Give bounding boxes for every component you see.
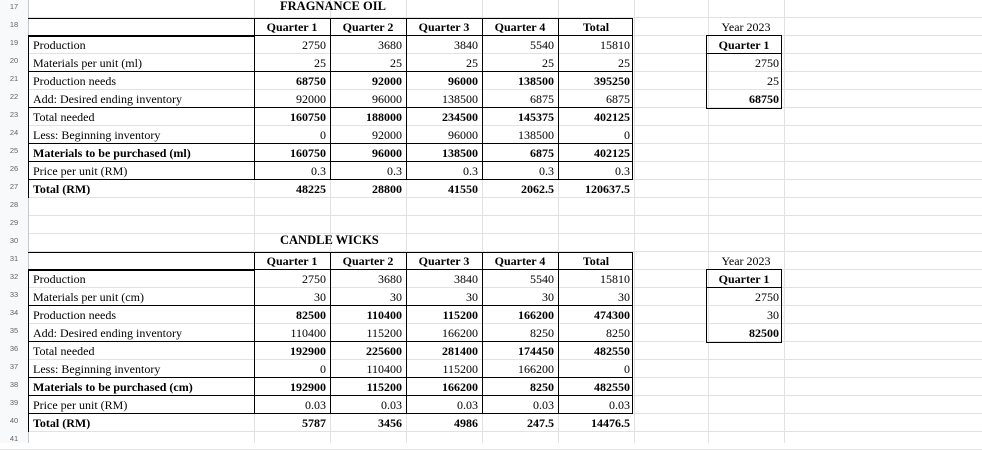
candle-cell[interactable]: 2750 [302,272,326,286]
row-number[interactable]: 31 [9,254,19,263]
fragrance-cell[interactable]: 395250 [594,74,630,88]
fragrance-year-value[interactable]: 68750 [749,92,779,106]
row-gridline [0,287,982,288]
candle-cell[interactable]: 0.03 [457,398,478,412]
candle-cell[interactable]: 110400 [290,326,326,340]
fragrance-cell[interactable]: 3680 [378,38,402,52]
candle-border [28,305,632,306]
candle-title: CANDLE WICKS [280,233,379,247]
fragrance-border [28,36,254,37]
fragrance-header-quarter-4[interactable]: Quarter 4 [494,20,546,34]
candle-year-quarter[interactable]: Quarter 1 [718,272,770,286]
candle-cell[interactable]: 8250 [606,326,630,340]
fragrance-cell[interactable]: 0.3 [463,164,478,178]
candle-cell[interactable]: 3456 [378,416,402,430]
candle-cell[interactable]: 110400 [366,308,402,322]
fragrance-header-total[interactable]: Total [582,20,610,34]
fragrance-cell[interactable]: 96000 [448,128,478,142]
fragrance-cell[interactable]: 5540 [530,38,554,52]
fragrance-border [558,18,559,180]
candle-cell[interactable]: 30 [466,290,478,304]
fragrance-title: FRAGNANCE OIL [280,0,386,13]
candle-cell[interactable]: 15810 [600,272,630,286]
fragrance-cell[interactable]: 15810 [600,38,630,52]
candle-year-value[interactable]: 2750 [755,290,779,304]
candle-border [632,252,633,414]
candle-row-label[interactable]: Less: Beginning inventory [33,362,161,376]
candle-cell[interactable]: 110400 [366,362,402,376]
candle-cell[interactable]: 30 [314,290,326,304]
candle-border [28,269,632,270]
candle-year-value[interactable]: 82500 [749,326,779,340]
candle-cell[interactable]: 166200 [518,308,554,322]
candle-cell[interactable]: 30 [390,290,402,304]
row-number[interactable]: 27 [9,182,19,191]
row-number[interactable]: 21 [9,74,19,83]
row-number[interactable]: 20 [9,56,19,65]
fragrance-border [28,143,632,144]
fragrance-cell[interactable]: 160750 [290,110,326,124]
fragrance-cell[interactable]: 25 [390,56,402,70]
fragrance-header-quarter-3[interactable]: Quarter 3 [418,20,470,34]
candle-row-label[interactable]: Production needs [33,308,116,322]
fragrance-cell[interactable]: 6875 [530,92,554,106]
fragrance-cell[interactable]: 138500 [518,128,554,142]
row-number[interactable]: 22 [9,92,19,101]
fragrance-cell[interactable]: 25 [542,56,554,70]
column-gridline [634,0,635,443]
candle-cell[interactable]: 5540 [530,272,554,286]
row-number[interactable]: 28 [9,200,19,209]
candle-border [482,252,483,414]
fragrance-cell[interactable]: 28800 [372,182,402,196]
row-number[interactable]: 36 [9,344,19,353]
candle-cell[interactable]: 5787 [302,416,326,430]
fragrance-cell[interactable]: 6875 [606,92,630,106]
candle-cell[interactable]: 482550 [594,380,630,394]
fragrance-cell[interactable]: 234500 [442,110,478,124]
fragrance-cell[interactable]: 48225 [296,182,326,196]
row-gridline [0,215,982,216]
row-gridline [0,53,982,54]
fragrance-row-label[interactable]: Materials to be purchased (ml) [33,146,191,160]
fragrance-cell[interactable]: 0.3 [311,164,326,178]
candle-header-quarter-4[interactable]: Quarter 4 [494,254,546,268]
fragrance-cell[interactable]: 92000 [372,128,402,142]
fragrance-row-label[interactable]: Price per unit (RM) [33,164,128,178]
candle-row-label[interactable]: Total needed [33,344,95,358]
row-number[interactable]: 33 [9,290,19,299]
row-number[interactable]: 41 [9,434,19,443]
candle-cell[interactable]: 4986 [454,416,478,430]
fragrance-border [330,18,331,180]
fragrance-row-label[interactable]: Add: Desired ending inventory [33,92,182,106]
candle-border [406,252,407,414]
candle-cell[interactable]: 281400 [442,344,478,358]
fragrance-cell[interactable]: 0 [320,128,326,142]
fragrance-cell[interactable]: 92000 [296,92,326,106]
fragrance-cell[interactable]: 138500 [518,74,554,88]
candle-border [28,395,632,396]
fragrance-cell[interactable]: 138500 [442,146,478,160]
fragrance-border [406,18,407,180]
fragrance-cell[interactable]: 41550 [448,182,478,196]
fragrance-row-label[interactable]: Less: Beginning inventory [33,128,161,142]
candle-cell[interactable]: 0.03 [609,398,630,412]
candle-cell[interactable]: 0.03 [533,398,554,412]
column-gridline [784,0,785,443]
row-number[interactable]: 37 [9,362,19,371]
candle-row-label[interactable]: Add: Desired ending inventory [33,326,182,340]
fragrance-cell[interactable]: 25 [618,56,630,70]
fragrance-cell[interactable]: 160750 [290,146,326,160]
candle-row-label[interactable]: Price per unit (RM) [33,398,128,412]
candle-cell[interactable]: 115200 [366,380,402,394]
fragrance-cell[interactable]: 145375 [518,110,554,124]
candle-year-value[interactable]: 30 [767,308,779,322]
fragrance-border [28,107,632,108]
fragrance-cell[interactable]: 25 [466,56,478,70]
candle-cell[interactable]: 192900 [290,380,326,394]
fragrance-row-label[interactable]: Production needs [33,74,116,88]
candle-cell[interactable]: 30 [542,290,554,304]
row-number[interactable]: 17 [9,2,19,11]
row-number[interactable]: 23 [9,110,19,119]
candle-header-quarter-3[interactable]: Quarter 3 [418,254,470,268]
fragrance-cell[interactable]: 96000 [372,146,402,160]
candle-year-divider [706,287,782,288]
row-number[interactable]: 32 [9,272,19,281]
fragrance-row-label[interactable]: Total needed [33,110,95,124]
candle-border [330,252,331,414]
candle-cell[interactable]: 115200 [442,308,478,322]
fragrance-year-label: Year 2023 [721,20,771,34]
candle-row-label[interactable]: Materials to be purchased (cm) [33,380,193,394]
candle-border [28,270,29,432]
row-number[interactable]: 26 [9,164,19,173]
candle-cell[interactable]: 3680 [378,272,402,286]
candle-border [254,252,255,414]
candle-border [28,341,632,342]
fragrance-border [632,18,633,180]
fragrance-header-quarter-1[interactable]: Quarter 1 [266,20,318,34]
candle-row-label[interactable]: Total (RM) [33,416,91,430]
fragrance-cell[interactable]: 0.3 [615,164,630,178]
row-gridline [0,233,982,234]
fragrance-year-value[interactable]: 25 [767,74,779,88]
fragrance-border [28,161,632,162]
candle-cell[interactable]: 0 [624,362,630,376]
candle-border [28,413,632,414]
fragrance-cell[interactable]: 402125 [594,146,630,160]
fragrance-cell[interactable]: 96000 [372,92,402,106]
candle-cell[interactable]: 14476.5 [591,416,630,430]
candle-header-quarter-2[interactable]: Quarter 2 [342,254,394,268]
candle-cell[interactable]: 0.03 [305,398,326,412]
fragrance-cell[interactable]: 3840 [454,38,478,52]
candle-header-total[interactable]: Total [582,254,610,268]
row-number[interactable]: 39 [9,398,19,407]
candle-cell[interactable]: 174450 [518,344,554,358]
fragrance-row-label[interactable]: Total (RM) [33,182,91,196]
candle-cell[interactable]: 166200 [518,362,554,376]
row-number[interactable]: 38 [9,380,19,389]
candle-cell[interactable]: 8250 [530,380,554,394]
fragrance-cell[interactable]: 0 [624,128,630,142]
candle-row-label[interactable]: Production [33,272,86,286]
fragrance-row-label[interactable]: Materials per unit (ml) [33,56,142,70]
fragrance-cell[interactable]: 120637.5 [585,182,630,196]
row-number[interactable]: 29 [9,218,19,227]
candle-cell[interactable]: 247.5 [527,416,554,430]
fragrance-cell[interactable]: 6875 [530,146,554,160]
candle-cell[interactable]: 115200 [366,326,402,340]
candle-cell[interactable]: 166200 [442,380,478,394]
row-gridline [0,197,982,198]
fragrance-border [254,18,255,180]
candle-cell[interactable]: 474300 [594,308,630,322]
fragrance-cell[interactable]: 188000 [366,110,402,124]
fragrance-year-value[interactable]: 2750 [755,56,779,70]
row-number[interactable]: 34 [9,308,19,317]
fragrance-cell[interactable]: 68750 [296,74,326,88]
row-gridline [0,89,982,90]
fragrance-year-divider [706,53,782,54]
row-number[interactable]: 40 [9,416,19,425]
candle-cell[interactable]: 3840 [454,272,478,286]
candle-border [558,252,559,414]
fragrance-cell[interactable]: 2062.5 [521,182,554,196]
candle-row-label[interactable]: Materials per unit (cm) [33,290,144,304]
row-number[interactable]: 18 [9,20,19,29]
fragrance-cell[interactable]: 2750 [302,38,326,52]
row-number[interactable]: 24 [9,128,19,137]
candle-cell[interactable]: 8250 [530,326,554,340]
fragrance-cell[interactable]: 25 [314,56,326,70]
candle-border [28,270,254,271]
row-gridline [0,125,982,126]
candle-cell[interactable]: 482550 [594,344,630,358]
row-gridline [0,431,982,432]
fragrance-cell[interactable]: 0.3 [387,164,402,178]
candle-cell[interactable]: 0.03 [381,398,402,412]
row-number[interactable]: 25 [9,146,19,155]
candle-year-label: Year 2023 [721,254,771,268]
row-gridline [0,323,982,324]
fragrance-cell[interactable]: 138500 [442,92,478,106]
row-number[interactable]: 35 [9,326,19,335]
fragrance-header-quarter-2[interactable]: Quarter 2 [342,20,394,34]
fragrance-cell[interactable]: 0.3 [539,164,554,178]
candle-border [28,377,632,378]
row-gridline [0,359,982,360]
candle-cell[interactable]: 225600 [366,344,402,358]
candle-cell[interactable]: 0 [320,362,326,376]
row-number[interactable]: 19 [9,38,19,47]
candle-header-quarter-1[interactable]: Quarter 1 [266,254,318,268]
fragrance-cell[interactable]: 96000 [448,74,478,88]
candle-cell[interactable]: 166200 [442,326,478,340]
fragrance-border [28,179,632,180]
row-number[interactable]: 30 [9,236,19,245]
fragrance-border [482,18,483,180]
candle-cell[interactable]: 30 [618,290,630,304]
fragrance-cell[interactable]: 402125 [594,110,630,124]
candle-cell[interactable]: 115200 [442,362,478,376]
candle-cell[interactable]: 82500 [296,308,326,322]
fragrance-year-quarter[interactable]: Quarter 1 [718,38,770,52]
fragrance-row-label[interactable]: Production [33,38,86,52]
fragrance-border [28,36,29,198]
fragrance-border [28,71,632,72]
candle-cell[interactable]: 192900 [290,344,326,358]
fragrance-cell[interactable]: 92000 [372,74,402,88]
fragrance-border [28,35,632,36]
